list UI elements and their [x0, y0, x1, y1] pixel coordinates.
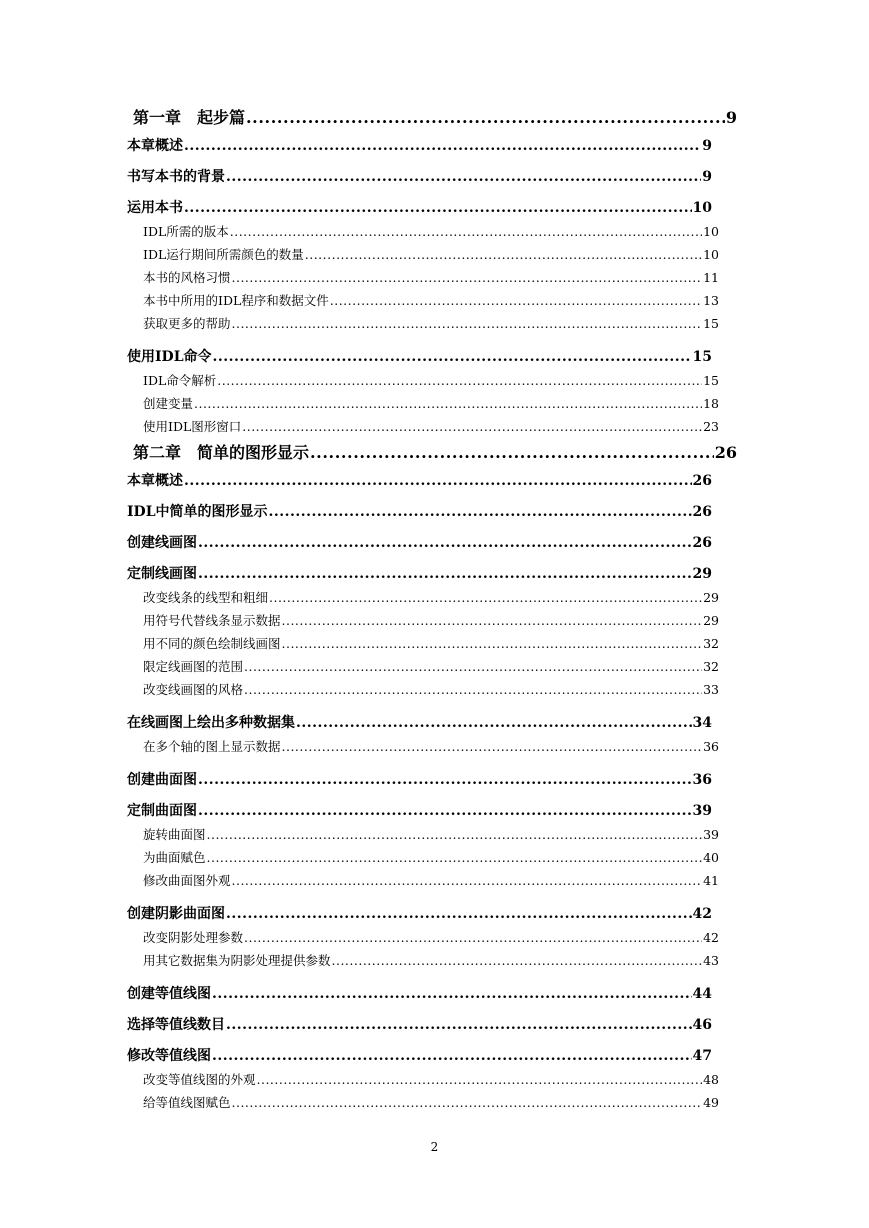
- toc-entry-chapter[interactable]: [127, 105, 737, 127]
- toc-entry-page: 13: [703, 293, 719, 308]
- toc-entry-sub[interactable]: [127, 243, 719, 266]
- toc-entry-page: 15: [692, 349, 712, 365]
- toc-entry-section[interactable]: [127, 501, 712, 521]
- toc-entry-section[interactable]: [127, 800, 712, 820]
- toc-entry-title: 使用IDL命令: [127, 349, 212, 365]
- toc-entry-sub[interactable]: [127, 369, 719, 392]
- toc-entry-page: 10: [692, 200, 712, 216]
- toc-entry-title: 给等值线图赋色: [143, 1095, 231, 1110]
- dot-leader: [230, 220, 702, 243]
- toc-entry-page: 48: [703, 1072, 719, 1087]
- toc-entry-title: 本书的风格习惯: [143, 270, 231, 285]
- toc-entry-section[interactable]: [127, 166, 712, 186]
- toc-entry-page: 26: [692, 504, 712, 520]
- toc-entry-title: 定制线画图: [127, 566, 197, 582]
- dot-leader: [232, 266, 703, 289]
- toc-entry-title: 获取更多的帮助: [143, 316, 231, 331]
- toc-entry-page: 44: [692, 986, 712, 1002]
- dot-leader: [282, 735, 703, 758]
- toc-entry-section[interactable]: [127, 563, 712, 583]
- toc-entry-page: 29: [703, 613, 719, 628]
- toc-entry-title: IDL命令解析: [143, 373, 217, 388]
- dot-leader: [305, 243, 702, 266]
- dot-leader: [282, 632, 703, 655]
- toc-entry-section[interactable]: [127, 983, 712, 1003]
- toc-entry-title: 用符号代替线条显示数据: [143, 613, 281, 628]
- toc-entry-title: 书写本书的背景: [127, 169, 225, 185]
- dot-leader: [184, 200, 692, 216]
- toc-entry-page: 47: [692, 1048, 712, 1064]
- dot-leader: [332, 949, 703, 972]
- dot-leader: [242, 415, 702, 438]
- toc-entry-title: 创建线画图: [127, 535, 197, 551]
- toc-entry-title: 改变阴影处理参数: [143, 930, 244, 945]
- dot-leader: [310, 443, 714, 462]
- toc-entry-page: 9: [725, 108, 737, 127]
- toc-entry-page: 42: [703, 930, 719, 945]
- toc-entry-section[interactable]: [127, 135, 712, 155]
- dot-leader: [226, 169, 701, 185]
- dot-leader: [330, 289, 702, 312]
- toc-entry-page: 29: [703, 590, 719, 605]
- toc-entry-section[interactable]: [127, 197, 712, 217]
- table-of-contents: [127, 105, 737, 1114]
- toc-entry-page: 46: [692, 1017, 712, 1033]
- toc-entry-title: IDL运行期间所需颜色的数量: [143, 247, 304, 262]
- toc-entry-section[interactable]: [127, 470, 712, 490]
- toc-entry-sub[interactable]: [127, 735, 719, 758]
- toc-entry-section[interactable]: [127, 1045, 712, 1065]
- toc-entry-page: 34: [692, 715, 712, 731]
- toc-entry-title: 在多个轴的图上显示数据: [143, 739, 281, 754]
- toc-entry-sub[interactable]: [127, 392, 719, 415]
- toc-entry-title: 用不同的颜色绘制线画图: [143, 636, 281, 651]
- toc-entry-page: 36: [703, 739, 719, 754]
- dot-leader: [194, 392, 702, 415]
- toc-entry-title: 在线画图上绘出多种数据集: [127, 715, 295, 731]
- dot-leader: [232, 1091, 703, 1114]
- dot-leader: [213, 349, 692, 365]
- dot-leader: [232, 312, 703, 335]
- toc-entry-sub[interactable]: [127, 846, 719, 869]
- toc-entry-sub[interactable]: [127, 1068, 719, 1091]
- toc-entry-title: 创建阴影曲面图: [127, 906, 225, 922]
- dot-leader: [198, 772, 692, 788]
- toc-entry-page: 39: [692, 803, 712, 819]
- toc-entry-page: 10: [703, 224, 719, 239]
- toc-entry-page: 39: [703, 827, 719, 842]
- toc-entry-section[interactable]: [127, 532, 712, 552]
- toc-entry-title: 运用本书: [127, 200, 183, 216]
- toc-entry-title: 第二章 简单的图形显示: [133, 443, 310, 462]
- toc-entry-sub[interactable]: [127, 632, 719, 655]
- dot-leader: [244, 926, 702, 949]
- toc-entry-page: 9: [702, 138, 712, 154]
- toc-entry-sub[interactable]: [127, 220, 719, 243]
- toc-entry-page: 15: [703, 316, 719, 331]
- toc-entry-title: 改变线画图的风格: [143, 682, 244, 697]
- toc-entry-page: 32: [703, 659, 719, 674]
- toc-entry-title: 定制曲面图: [127, 803, 197, 819]
- toc-entry-title: 本章概述: [127, 138, 183, 154]
- toc-entry-page: 9: [702, 169, 712, 185]
- toc-entry-title: 限定线画图的范围: [143, 659, 244, 674]
- toc-entry-page: 40: [703, 850, 719, 865]
- toc-entry-title: 修改曲面图外观: [143, 873, 231, 888]
- toc-entry-sub[interactable]: [127, 823, 719, 846]
- toc-entry-title: 第一章 起步篇: [133, 108, 246, 127]
- toc-entry-section[interactable]: [127, 769, 712, 789]
- dot-leader: [244, 678, 702, 701]
- toc-entry-sub[interactable]: [127, 312, 719, 335]
- toc-entry-sub[interactable]: [127, 266, 719, 289]
- dot-leader: [296, 715, 692, 731]
- toc-entry-page: 33: [703, 682, 719, 697]
- toc-entry-sub[interactable]: [127, 609, 719, 632]
- toc-entry-sub[interactable]: [127, 869, 719, 892]
- toc-entry-title: IDL所需的版本: [143, 224, 229, 239]
- dot-leader: [226, 1017, 692, 1033]
- toc-entry-page: 49: [703, 1095, 719, 1110]
- toc-entry-sub[interactable]: [127, 926, 719, 949]
- dot-leader: [226, 906, 692, 922]
- toc-entry-page: 32: [703, 636, 719, 651]
- toc-entry-title: 旋转曲面图: [143, 827, 206, 842]
- toc-entry-title: 改变线条的线型和粗细: [143, 590, 269, 605]
- toc-entry-title: IDL中简单的图形显示: [127, 504, 268, 520]
- toc-entry-page: 23: [703, 419, 719, 434]
- dot-leader: [212, 1048, 692, 1064]
- toc-entry-page: 29: [692, 566, 712, 582]
- toc-entry-sub[interactable]: [127, 678, 719, 701]
- toc-entry-page: 36: [692, 772, 712, 788]
- toc-entry-chapter[interactable]: [127, 440, 737, 462]
- toc-entry-section[interactable]: [127, 1014, 712, 1034]
- dot-leader: [198, 566, 692, 582]
- toc-entry-page: 18: [703, 396, 719, 411]
- dot-leader: [184, 138, 701, 154]
- dot-leader: [207, 823, 703, 846]
- toc-entry-section[interactable]: [127, 903, 712, 923]
- dot-leader: [198, 803, 692, 819]
- toc-entry-page: 26: [692, 535, 712, 551]
- dot-leader: [246, 108, 725, 127]
- toc-entry-title: 创建变量: [143, 396, 194, 411]
- toc-entry-sub[interactable]: [127, 655, 719, 678]
- toc-entry-title: 为曲面赋色: [143, 850, 206, 865]
- toc-entry-page: 26: [714, 443, 737, 462]
- toc-entry-sub[interactable]: [127, 949, 719, 972]
- dot-leader: [257, 1068, 703, 1091]
- toc-entry-title: 修改等值线图: [127, 1048, 211, 1064]
- dot-leader: [282, 609, 703, 632]
- dot-leader: [198, 535, 692, 551]
- toc-entry-section[interactable]: [127, 346, 712, 366]
- dot-leader: [207, 846, 703, 869]
- toc-entry-page: 11: [703, 270, 719, 285]
- toc-entry-title: 改变等值线图的外观: [143, 1072, 256, 1087]
- toc-entry-title: 使用IDL图形窗口: [143, 419, 242, 434]
- toc-entry-sub[interactable]: [127, 1091, 719, 1114]
- dot-leader: [244, 655, 702, 678]
- dot-leader: [232, 869, 703, 892]
- toc-entry-sub[interactable]: [127, 586, 719, 609]
- dot-leader: [184, 473, 692, 489]
- dot-leader: [212, 986, 692, 1002]
- toc-entry-page: 42: [692, 906, 712, 922]
- toc-entry-title: 创建等值线图: [127, 986, 211, 1002]
- toc-entry-page: 15: [703, 373, 719, 388]
- toc-entry-page: 10: [703, 247, 719, 262]
- toc-entry-title: 选择等值线数目: [127, 1017, 225, 1033]
- toc-entry-sub[interactable]: [127, 289, 719, 312]
- toc-entry-title: 本书中所用的IDL程序和数据文件: [143, 293, 329, 308]
- toc-entry-section[interactable]: [127, 712, 712, 732]
- toc-entry-title: 用其它数据集为阴影处理提供参数: [143, 953, 331, 968]
- dot-leader: [217, 369, 702, 392]
- dot-leader: [269, 586, 702, 609]
- dot-leader: [269, 504, 692, 520]
- toc-entry-page: 26: [692, 473, 712, 489]
- toc-entry-page: 43: [703, 953, 719, 968]
- page-number: 2: [430, 1140, 439, 1154]
- toc-entry-page: 41: [703, 873, 719, 888]
- toc-entry-sub[interactable]: [127, 415, 719, 438]
- toc-entry-title: 创建曲面图: [127, 772, 197, 788]
- toc-entry-title: 本章概述: [127, 473, 183, 489]
